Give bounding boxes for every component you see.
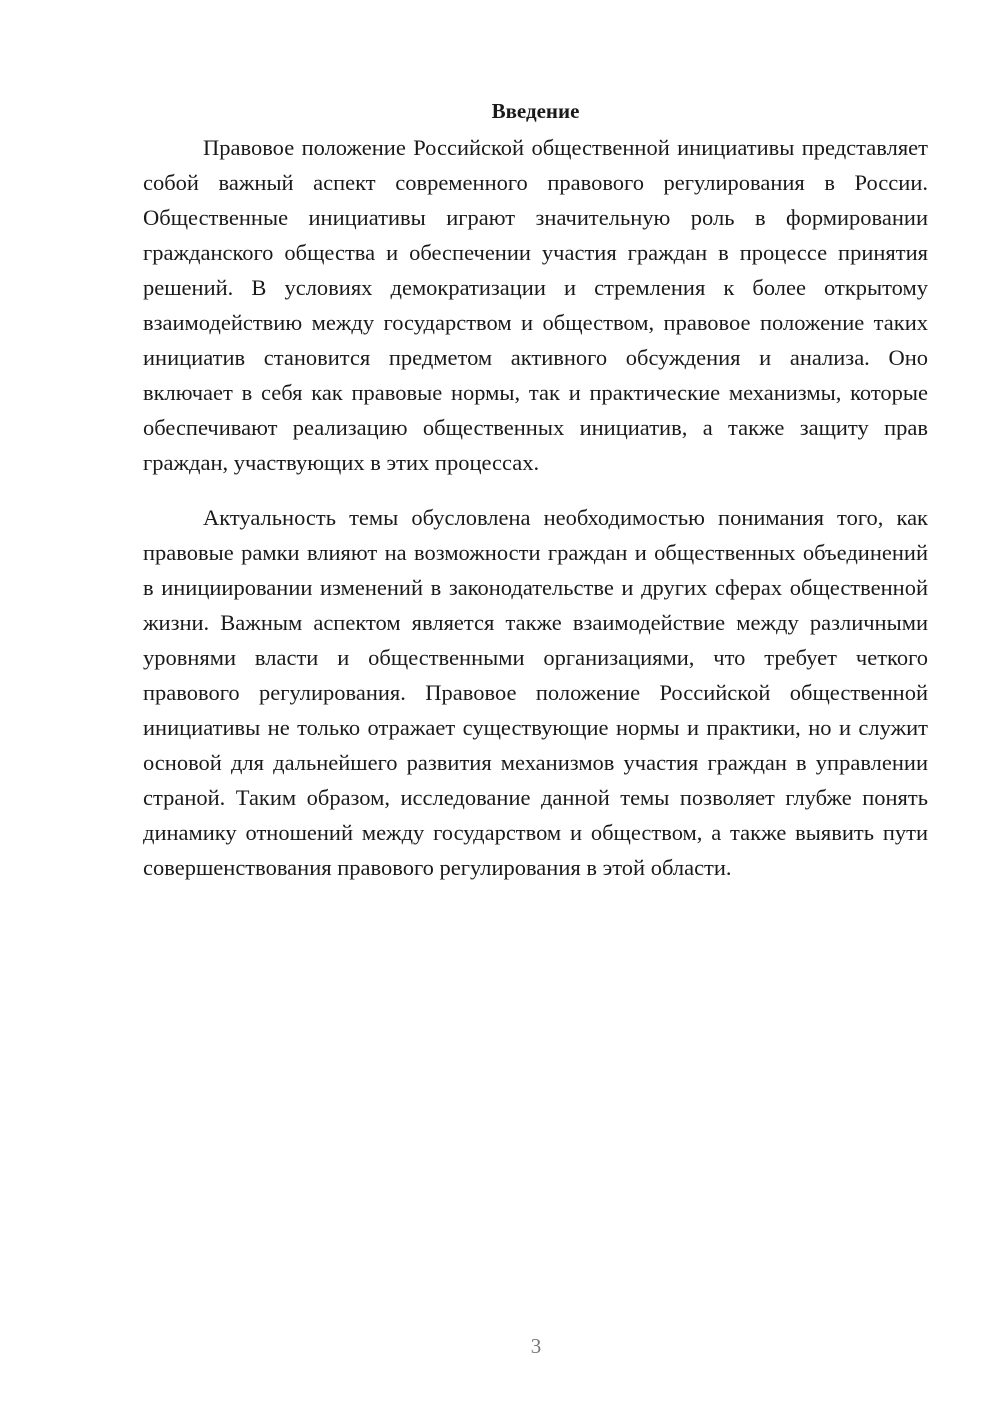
page-number: 3: [530, 1334, 542, 1358]
page-body: [143, 96, 928, 885]
section-heading: Введение: [491, 99, 580, 123]
paragraph-intro: Правовое положение Российской общественной инициативы представляет собой важный аспект современного правового регулирования в России. Общественные инициативы играют значительную роль в формировании гражданского общества и обеспечении участия граждан в процессе принятия решений. В условиях демократизации и стремления к более открытому взаимодействию между государством и обществом, правовое положение таких инициатив становится предметом активного обсуждения и анализа. Оно включает в себя как правовые нормы, так и практические механизмы, которые обеспечивают реализацию общественных инициатив, а также защиту прав граждан, участвующих в этих процессах.: [143, 135, 928, 475]
paragraph-relevance: Актуальность темы обусловлена необходимостью понимания того, как правовые рамки влияют на возможности граждан и общественных объединений в инициировании изменений в законодательстве и других сферах общественной жизни. Важным аспектом является также взаимодействие между различными уровнями власти и общественными организациями, что требует четкого правового регулирования. Правовое положение Российской общественной инициативы не только отражает существующие нормы и практики, но и служит основой для дальнейшего развития механизмов участия граждан в управлении страной. Таким образом, исследование данной темы позволяет глубже понять динамику отношений между государством и обществом, а также выявить пути совершенствования правового регулирования в этой области.: [143, 505, 928, 880]
